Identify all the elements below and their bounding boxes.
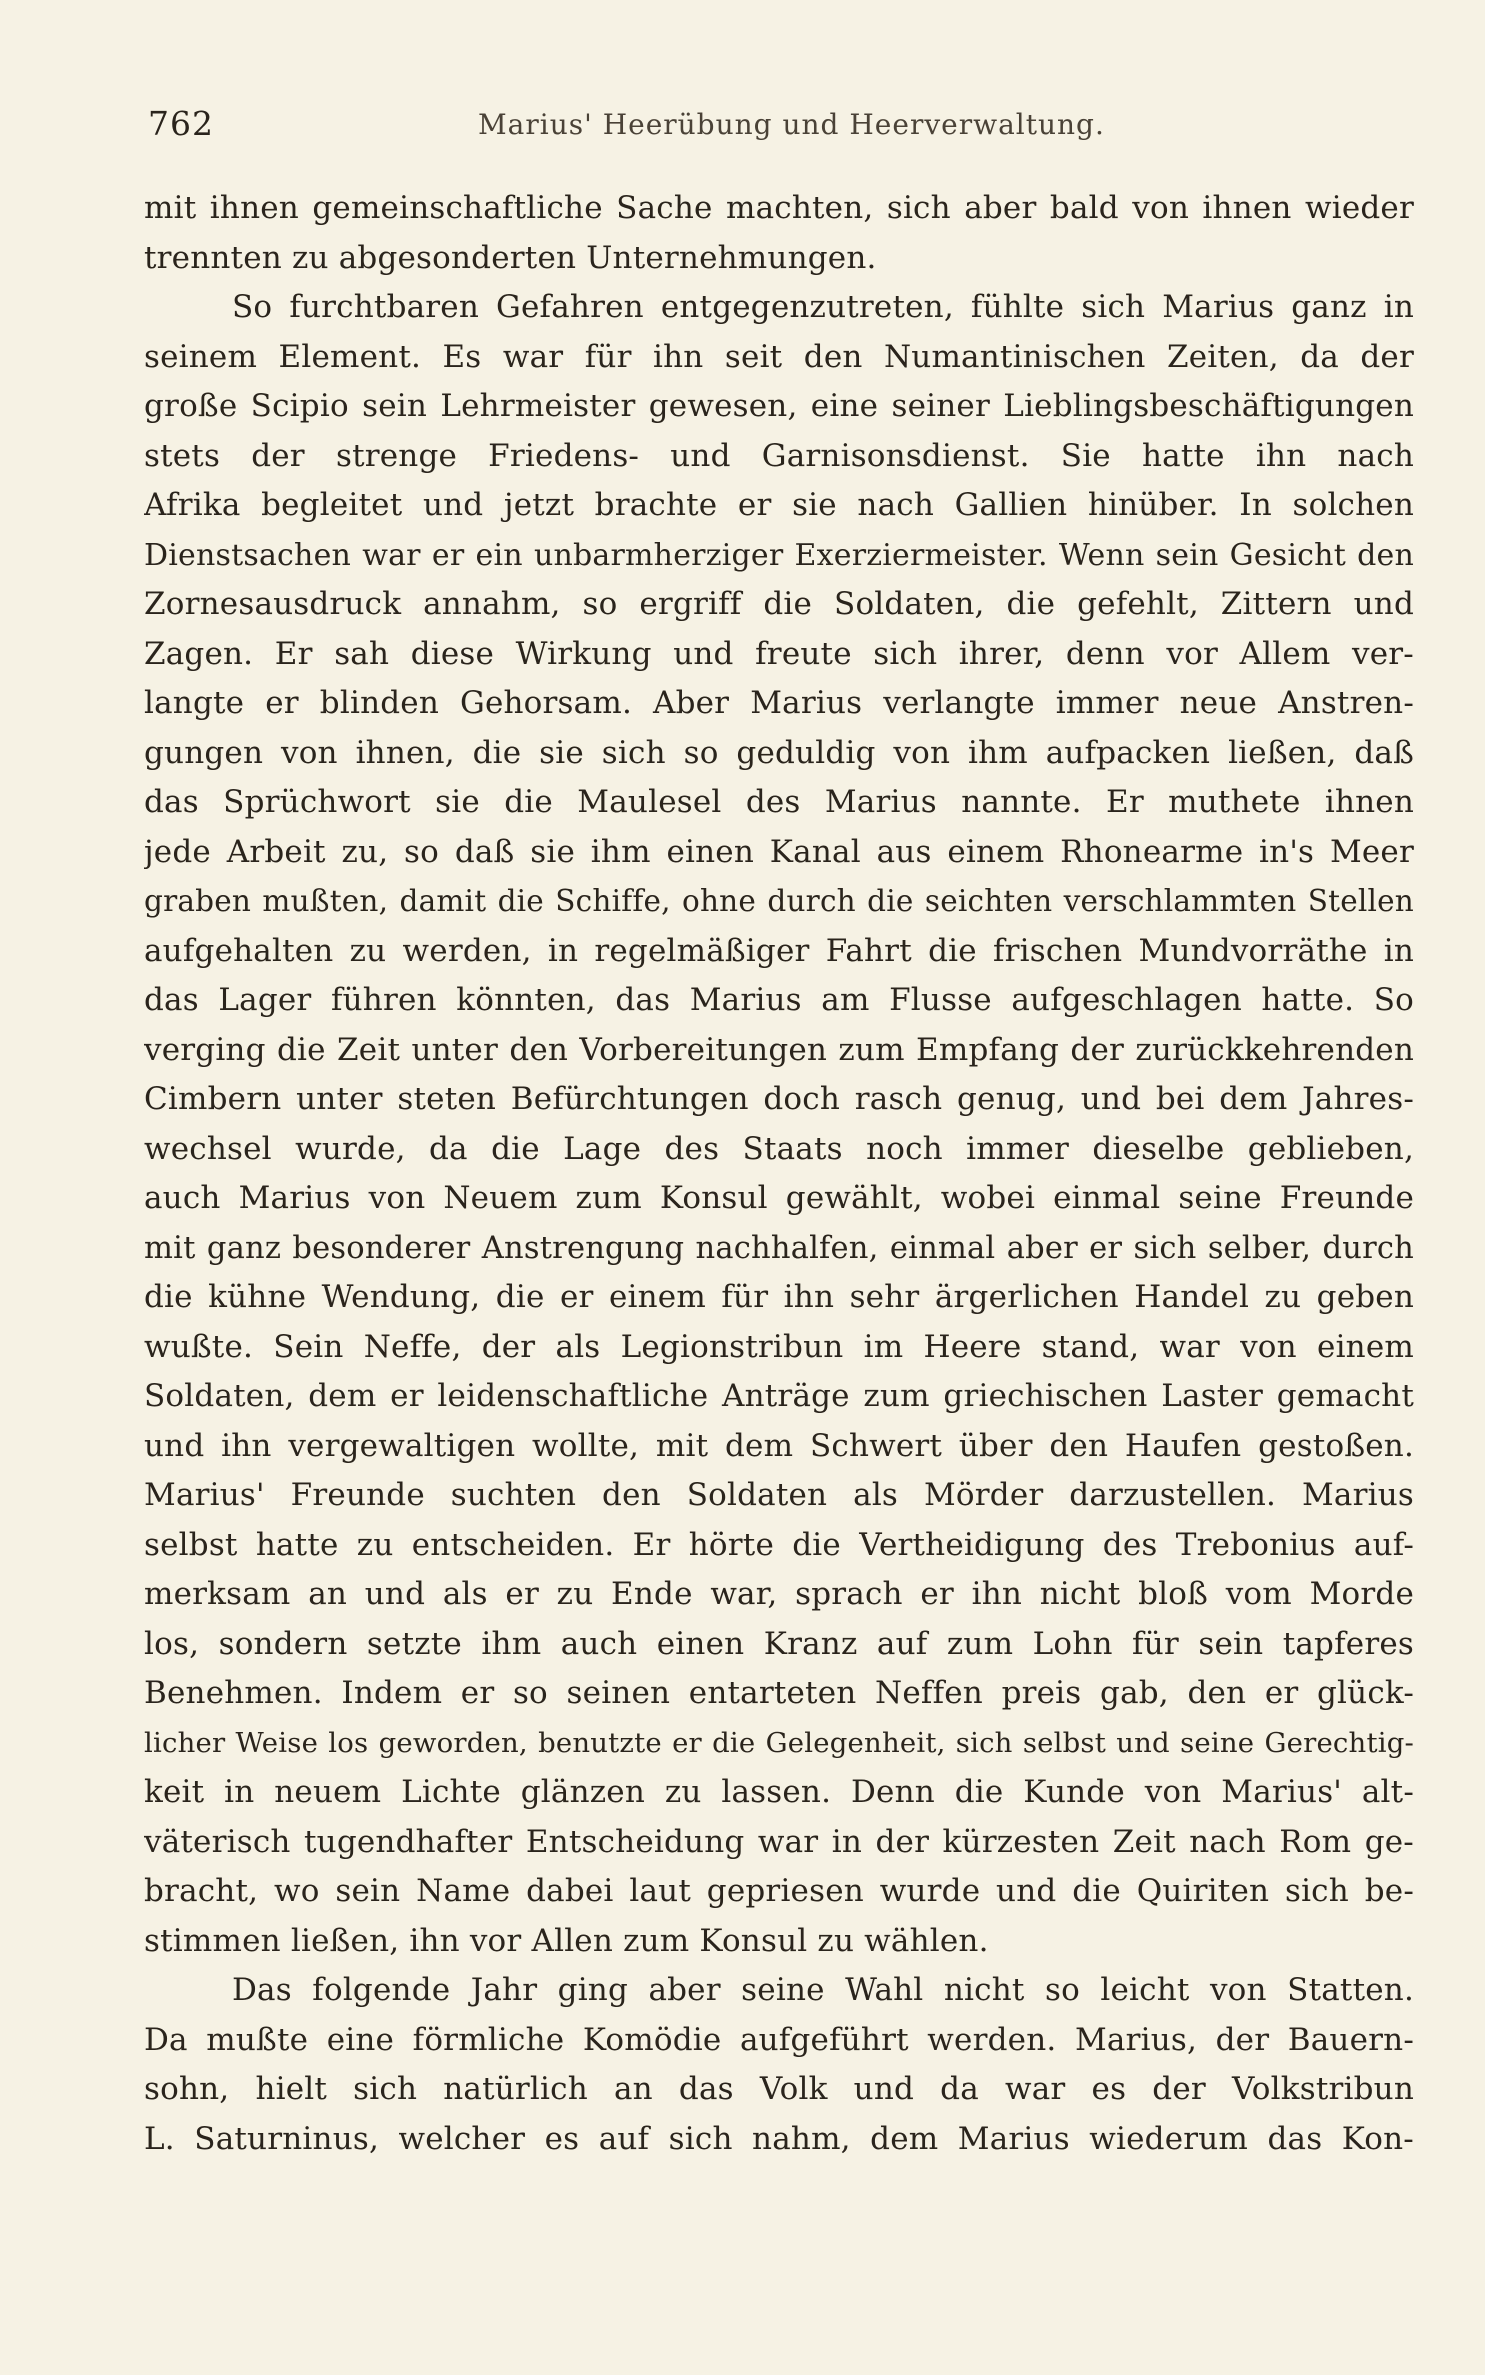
text-line: So furchtbaren Gefahren entgegenzutreten, fühlte sich Marius ganz in xyxy=(232,289,1414,325)
text-line: mit ganz besonderer Anstrengung nachhalfen, einmal aber er sich selber, durch xyxy=(144,1230,1414,1266)
text-line: verging die Zeit unter den Vorbereitungen zum Empfang der zurückkehrenden xyxy=(144,1031,1414,1068)
text-line: trennten zu abgesonderten Unternehmungen. xyxy=(144,239,877,276)
text-line: stimmen ließen, ihn vor Allen zum Konsul zu wählen. xyxy=(144,1922,989,1959)
page-number: 762 xyxy=(148,104,214,143)
text-line: wußte. Sein Neffe, der als Legionstribun im Heere stand, war von einem xyxy=(144,1328,1414,1365)
text-line: licher Weise los geworden, benutzte er die Gelegenheit, sich selbst und seine Gerechtig- xyxy=(144,1726,1414,1759)
text-line: Soldaten, dem er leidenschaftliche Anträge zum griechischen Laster gemacht xyxy=(144,1378,1414,1414)
text-line: Da mußte eine förmliche Komödie aufgeführt werden. Marius, der Bauern- xyxy=(144,2021,1414,2058)
text-line: stets der strenge Friedens- und Garnisonsdienst. Sie hatte ihn nach xyxy=(144,437,1414,474)
text-line: Dienstsachen war er ein unbarmherziger Exerziermeister. Wenn sein Gesicht den xyxy=(144,537,1414,573)
text-line: und ihn vergewaltigen wollte, mit dem Schwert über den Haufen gestoßen. xyxy=(144,1427,1414,1464)
text-line: Cimbern unter steten Befürchtungen doch rasch genug, und bei dem Jahres- xyxy=(144,1081,1414,1117)
text-line: L. Saturninus, welcher es auf sich nahm, dem Marius wiederum das Kon- xyxy=(144,2120,1414,2157)
text-line: väterisch tugendhafter Entscheidung war in der kürzesten Zeit nach Rom ge- xyxy=(144,1823,1414,1860)
running-title: Marius' Heerübung und Heerverwaltung. xyxy=(478,108,1105,141)
text-line: Zagen. Er sah diese Wirkung und freute sich ihrer, denn vor Allem ver- xyxy=(144,635,1414,672)
text-line: merksam an und als er zu Ende war, sprach er ihn nicht bloß vom Morde xyxy=(144,1576,1414,1612)
text-line: graben mußten, damit die Schiffe, ohne durch die seichten verschlammten Stellen xyxy=(144,884,1414,918)
text-line: aufgehalten zu werden, in regelmäßiger Fahrt die frischen Mundvorräthe in xyxy=(144,932,1414,969)
text-line: Marius' Freunde suchten den Soldaten als Mörder darzustellen. Marius xyxy=(144,1477,1414,1513)
text-line: langte er blinden Gehorsam. Aber Marius verlangte immer neue Anstren- xyxy=(144,685,1414,721)
text-line: jede Arbeit zu, so daß sie ihm einen Kanal aus einem Rhonearme in's Meer xyxy=(144,833,1414,870)
text-line: keit in neuem Lichte glänzen zu lassen. Denn die Kunde von Marius' alt- xyxy=(144,1774,1414,1810)
page-header xyxy=(148,104,1408,148)
text-line: auch Marius von Neuem zum Konsul gewählt, wobei einmal seine Freunde xyxy=(144,1180,1414,1216)
text-line: los, sondern setzte ihm auch einen Kranz auf zum Lohn für sein tapferes xyxy=(144,1625,1414,1662)
body-text xyxy=(144,184,1414,2164)
text-line: sohn, hielt sich natürlich an das Volk und da war es der Volkstribun xyxy=(144,2071,1414,2107)
text-line: selbst hatte zu entscheiden. Er hörte die Vertheidigung des Trebonius auf- xyxy=(144,1526,1414,1563)
text-line: Das folgende Jahr ging aber seine Wahl nicht so leicht von Statten. xyxy=(232,1972,1414,2008)
text-line: die kühne Wendung, die er einem für ihn sehr ärgerlichen Handel zu geben xyxy=(144,1279,1414,1315)
text-line: das Sprüchwort sie die Maulesel des Marius nannte. Er muthete ihnen xyxy=(144,784,1414,820)
text-line: Benehmen. Indem er so seinen entarteten Neffen preis gab, den er glück- xyxy=(144,1675,1414,1711)
text-line: gungen von ihnen, die sie sich so geduldig von ihm aufpacken ließen, daß xyxy=(144,734,1414,771)
text-line: das Lager führen könnten, das Marius am Flusse aufgeschlagen hatte. So xyxy=(144,982,1414,1018)
text-line: Zornesausdruck annahm, so ergriff die Soldaten, die gefehlt, Zittern und xyxy=(144,586,1414,622)
text-line: große Scipio sein Lehrmeister gewesen, eine seiner Lieblingsbeschäftigungen xyxy=(144,388,1414,424)
text-line: Afrika begleitet und jetzt brachte er sie nach Gallien hinüber. In solchen xyxy=(144,487,1414,523)
text-line: seinem Element. Es war für ihn seit den Numantinischen Zeiten, da der xyxy=(144,338,1414,375)
text-line: wechsel wurde, da die Lage des Staats noch immer dieselbe geblieben, xyxy=(144,1130,1414,1167)
text-line: bracht, wo sein Name dabei laut gepriesen wurde und die Quiriten sich be- xyxy=(144,1873,1414,1909)
text-line: mit ihnen gemeinschaftliche Sache machten, sich aber bald von ihnen wieder xyxy=(144,190,1414,226)
